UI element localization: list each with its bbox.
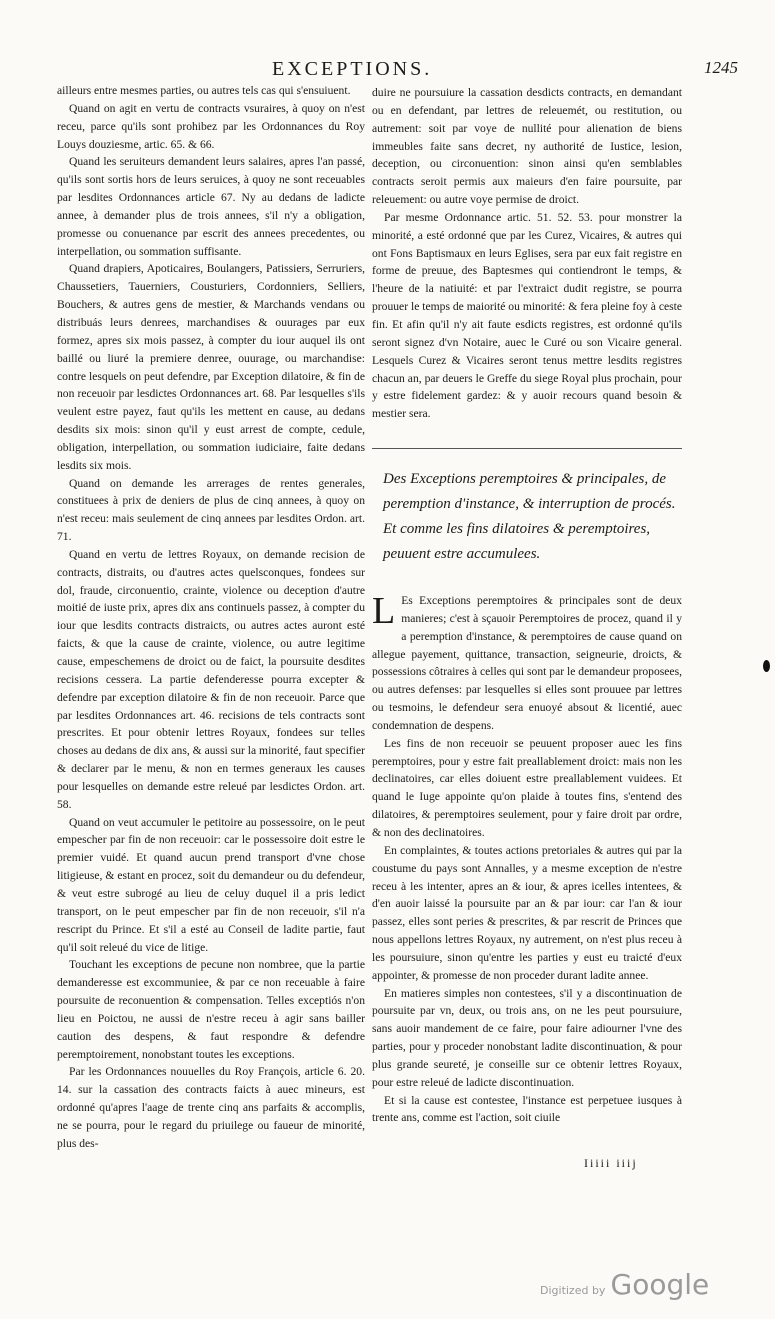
page-number: 1245: [704, 58, 738, 77]
paragraph: Les fins de non receuoir se peuuent proposer auec les fins peremptoires, pour y estre fait preallablement droict: mais non les declinatoires, car elles doiuent estre preallablement vuidees. Et quand le Iuge appointe qu'on plaide à toutes fins, s'entend des dilatoires, & peremptoires seulement, pour y faire droit par ordre, & non des declinatoires.: [372, 736, 682, 839]
drop-cap: L: [372, 590, 396, 632]
right-column-top: [372, 84, 682, 423]
right-column-bottom: [372, 592, 682, 1127]
paragraph: Quand on demande les arrerages de rentes generales, constituees à prix de deniers de plus de cinq annees, à quoy on n'est receu: mais seulement de cinq annees par lesdites Ordon. art. 71.: [57, 476, 365, 544]
signature-mark: Iiiii iiij: [584, 1156, 638, 1170]
running-head: [0, 58, 775, 82]
running-title: EXCEPTIONS.: [272, 58, 433, 80]
paragraph: Par les Ordonnances nouuelles du Roy François, article 6. 20. 14. sur la cassation des contracts faicts à auec mineurs, est ordonné qu'apres l'aage de trente cinq ans parfaits & accomplis, ne se pourra, pour le regard du priuilege ou faueur de minorité, plus des-: [57, 1065, 365, 1150]
paragraph: En matieres simples non contestees, s'il y a discontinuation de poursuite par vn, deux, ou trois ans, on ne les peut poursuiure, sans auoir mandement de ce faire, pour faire adiourner l'vne des parties, pour y proceder nonobstant ladite discontinuation, & pour plus grande seureté, je conseille sur ce obtenir lettres Royaux, pour estre releué de ladicte discontinuation.: [372, 986, 682, 1089]
paragraph: Quand en vertu de lettres Royaux, on demande recision de contracts, distraits, ou d'autres actes quelsconques, fondees sur dol, fraude, circonuentio, crainte, violence ou deception d'autre moitié de iuste prix, apres dix ans continuels passez, à compter du iour que lesdits contracts distraicts, ou autres actes auront esté faicts, & que la cause de crainte, violence, ou autre legitime cause, empeschemens de droict ou de faict, la poursuite desdites recisions cessera. La partie defenderesse pourra excepter & defendre par exception dilatoire & fin de non receuoir. Parce que par lesdites Ordonnances art. 46. recisions de tels contracts sont prescrites. Et pour obtenir lettres Royaux, fondees sur telles choses au dedans de dix ans, & aussi sur la minorité, faut specifier & declarer par le menu, & non en termes generaux les causes pour lesquelles on demande estre releué par lesdictes Ordon. art. 58.: [57, 547, 365, 811]
paragraph: Quand les seruiteurs demandent leurs salaires, apres l'an passé, qu'ils sont sortis hors de leurs seruices, à quoy ne sont receuables par lesdites Ordonnances article 67. Ny au dedans de ladicte annee, à demander plus de trois annees, s'il n'y a obligation, promesse ou conuenance par escrit des annees precedentes, ou interpellation, ou sommation suffisante.: [57, 155, 365, 258]
left-column: [57, 82, 365, 1153]
watermark: [540, 1268, 709, 1301]
paragraph: ailleurs entre mesmes parties, ou autres tels cas qui s'ensuiuent.: [57, 84, 351, 97]
paragraph: Quand on veut accumuler le petitoire au possessoire, on le peut empescher par fin de non receuoir: car le possessoire doit estre le premier vuidé. Et quand aucun prend transport d'vne chose litigieuse, & estant en procez, soit du demandeur ou du defendeur, & veut estre subrogé au lieu de celuy duquel il a pris ledict transport, on le peut empescher par fin de non receuoir, s'il n'a rescript du Prince. Et s'il a esté au Conseil de ladite partie, faut qu'il soit releué du vice de litige.: [57, 815, 365, 954]
watermark-brand: Google: [610, 1268, 710, 1301]
paragraph-text: Es Exceptions peremptoires & principales sont de deux manieres; c'est à sçauoir Peremptoires de procez, quand il y a peremption d'instance, & peremptoires de cause quand on allegue payement, quittance, transaction, seigneurie, droicts, & possessions côtraires à celles qui sont par le demandeur proposees, ou autres defenses: par lesquelles si elles sont prouuee par lettres ou tesmoins, le defendeur sera enuoyé absout & licentié, auec condemnation de despens.: [372, 594, 682, 732]
paragraph: En complaintes, & toutes actions pretoriales & autres qui par la coustume du pays sont Annalles, y a mesme exception de n'estre receu à les intenter, apres an & iour, & apres icelles intentees, & d'en auoir laissé la poursuite par an & par iour: car l'an & iour passez, elles sont peries & prescrites, & par rescrit de Princes que nous appellons lettres Royaux, ny autrement, on n'est plus receu à les poursuiure, sinon qu'entre les parties y eust eu traicté d'eux appointer, & promesse de non proceder durant ladite annee.: [372, 843, 682, 982]
paragraph: Quand drapiers, Apoticaires, Boulangers, Patissiers, Serruriers, Chaussetiers, Tauerniers, Cousturiers, Cordonniers, Selliers, Bouchers, & autres gens de mestier, & Marchands vendans ou distribuás leurs denrees, marchandises & ouurages par eux formez, apres six mois passez, à compter du iour auquel ils ont baillé ou liuré la premiere denree, ouurage, ou marchandise: contre lesquels on peut defendre, par Exception dilatoire, & fin de non receuoir par lesdictes Ordonnances art. 68. Par lesquelles s'ils veulent estre payez, faut qu'ils les mettent en cause, au dedans desdits six mois: sinon qu'il y eust arrest de compte, cedule, obligation, interpellation, ou sommation iudiciaire, faite dedans lesdits six mois.: [57, 262, 365, 472]
paragraph: [372, 592, 682, 735]
paragraph: Et si la cause est contestee, l'instance est perpetuee iusques à trente ans, comme est l'action, soit ciuile: [372, 1093, 682, 1125]
section-heading: Des Exceptions peremptoires & principales, de peremption d'instance, & interruption de procés. Et comme les fins dilatoires & peremptoires, peuuent estre accumulees.: [383, 471, 676, 562]
paragraph: Par mesme Ordonnance artic. 51. 52. 53. pour monstrer la minorité, a esté ordonné que par les Curez, Vicaires, & autres qui ont Fons Baptismaux en leurs Eglises, sera par eux fait registre en forme de preuue, des Baptesmes qui contiendront le temps, & l'heure de la natiuité: et par l'extraict dudit registre, se pourra prouuer le temps de maiorité ou minorité: & fera pleine foy à ceste fin. Et afin qu'il n'y ait faute esdicts registres, est ordonné qu'ils seront signez d'vn Notaire, auec le Curé ou son Vicaire general. Lesquels Curez & Vicaires seront tenus mettre lesdits registres chacun an, par deuers le Greffe du siege Royal plus prochain, pour y estre fidelement gardez: & y auoir recours quand besoin & mestier sera.: [372, 210, 682, 421]
ink-blot: [763, 660, 770, 672]
paragraph: Quand on agit en vertu de contracts vsuraires, à quoy on n'est receu, parce qu'ils sont prohibez par les Ordonnances du Roy Louys douziesme, artic. 65. & 66.: [57, 101, 365, 151]
paragraph: duire ne poursuiure la cassation desdicts contracts, en demandant ou en defendant, par lettres de releuemét, ou restitution, ou autrement: soit par voye de nullité pour alienation de biens immeubles faite sans decret, ny authorité de Iustice, lesion, deception, ou circonuention: sinon ainsi qu'en semblables contracts seroit permis aux maieurs d'en faire poursuite, par releuement: ou autre voye permise de droict.: [372, 86, 682, 207]
watermark-prefix: Digitized by: [540, 1284, 606, 1297]
paragraph: Touchant les exceptions de pecune non nombree, que la partie demanderesse est excommuniee, & par ce non receuable à faire poursuite de reconuention & compensation. Telles exceptiós n'on lieu en Poictou, ne aussi de n'estre receu à agir sans bailler caution des despens, & faut respondre & defendre peremptoirement, nonobstant toutes les exceptions.: [57, 958, 365, 1061]
section-divider: [372, 448, 682, 449]
